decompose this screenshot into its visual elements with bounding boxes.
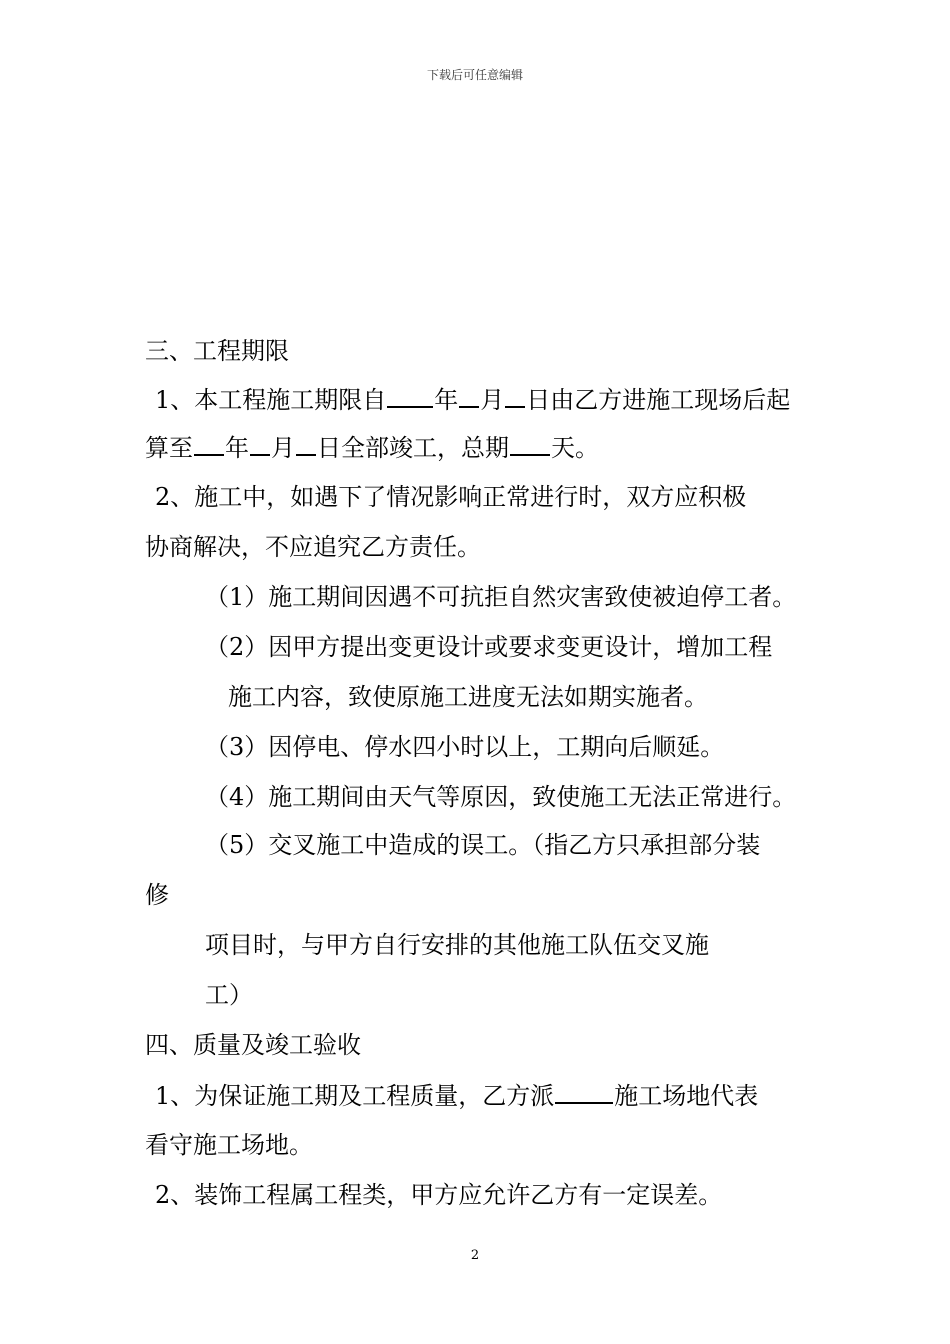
section-heading-4: 四、质量及竣工验收: [145, 1031, 361, 1059]
page-number: 2: [470, 1248, 480, 1263]
list-item-continuation: 施工内容，致使原施工进度无法如期实施者。: [228, 683, 708, 711]
paragraph-line: 看守施工场地。: [145, 1131, 313, 1159]
text-segment: 施工场地代表: [614, 1082, 759, 1110]
list-item: （1）施工期间因遇不可抗拒自然灾害致使被迫停工者。: [205, 583, 797, 611]
list-item-continuation: 工）: [205, 981, 253, 1009]
paragraph-line: [145, 432, 599, 463]
text-segment: 月: [271, 434, 295, 462]
text-segment: 日全部竣工，总期: [317, 434, 509, 462]
fill-blank: [387, 384, 433, 408]
list-item: （3）因停电、停水四小时以上，工期向后顺延。: [205, 733, 725, 761]
text-segment: 年: [434, 386, 459, 414]
list-item: （5）交叉施工中造成的误工。（指乙方只承担部分装: [205, 831, 761, 859]
paragraph-line: 协商解决，不应追究乙方责任。: [145, 533, 481, 561]
text-segment: 日由乙方进施工现场后起: [526, 386, 791, 414]
fill-blank: [250, 432, 270, 456]
section-heading-3: 三、工程期限: [145, 337, 289, 365]
list-item-continuation: 修: [145, 881, 169, 909]
text-segment: 天。: [551, 434, 599, 462]
fill-blank: [296, 432, 316, 456]
list-item: （2）因甲方提出变更设计或要求变更设计，增加工程: [205, 633, 773, 661]
paragraph-line: [155, 1080, 758, 1111]
fill-blank: [510, 432, 550, 456]
paragraph-line: 2、装饰工程属工程类，甲方应允许乙方有一定误差。: [155, 1181, 723, 1209]
list-item-continuation: 项目时，与甲方自行安排的其他施工队伍交叉施: [205, 931, 709, 959]
paragraph-line: 2、施工中，如遇下了情况影响正常进行时，双方应积极: [155, 483, 747, 511]
page-header: 下载后可任意编辑: [426, 68, 523, 82]
paragraph-line: [155, 384, 790, 415]
fill-blank: [194, 432, 224, 456]
fill-blank: [555, 1080, 613, 1104]
text-segment: 月: [480, 386, 505, 414]
text-segment: 年: [225, 434, 249, 462]
text-segment: 1、本工程施工期限自: [155, 386, 387, 414]
text-segment: 1、为保证施工期及工程质量，乙方派: [155, 1082, 555, 1110]
fill-blank: [505, 384, 525, 408]
list-item: （4）施工期间由天气等原因，致使施工无法正常进行。: [205, 783, 797, 811]
fill-blank: [459, 384, 479, 408]
text-segment: 算至: [145, 434, 193, 462]
